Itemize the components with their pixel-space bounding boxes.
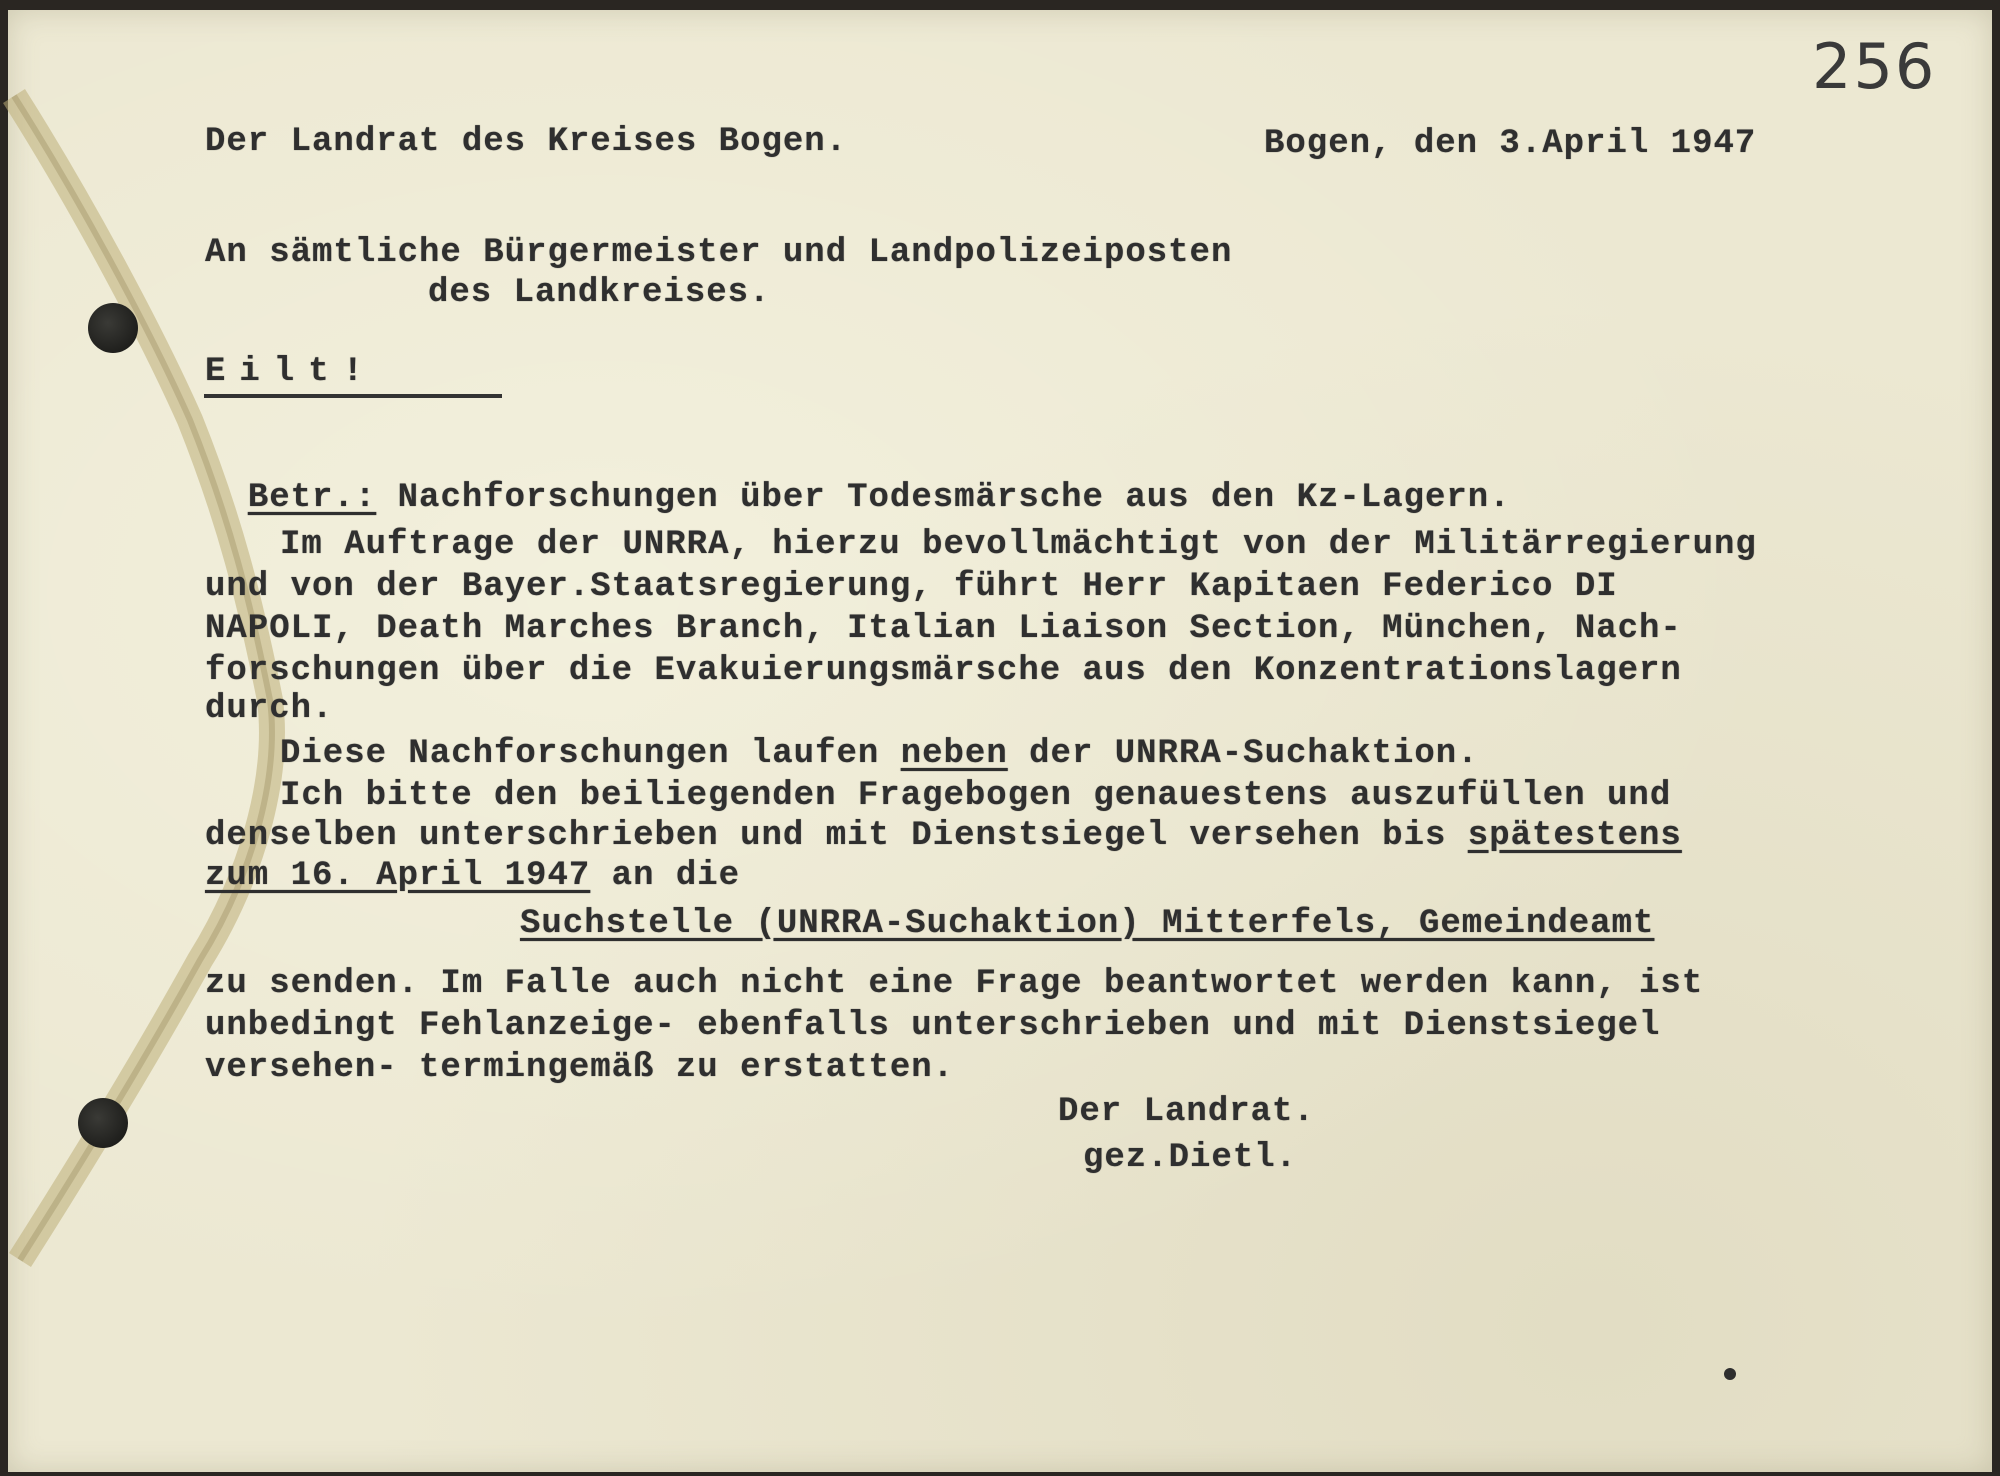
recipients-line-1: An sämtliche Bürgermeister und Landpolizeiposten — [205, 234, 1233, 272]
page-number: 256 — [1812, 30, 1937, 103]
body-p1-line-3: NAPOLI, Death Marches Branch, Italian Liaison Section, München, Nach- — [205, 610, 1682, 648]
body-p4-line-3: versehen- termingemäß zu erstatten. — [205, 1049, 955, 1087]
body-p3-line-2 — [205, 816, 1682, 856]
body-p3-line-3-after: an die — [590, 857, 741, 895]
body-p4-line-1: zu senden. Im Falle auch nicht eine Frage beantwortet werden kann, ist — [205, 965, 1704, 1003]
body-p1-line-4: forschungen über die Evakuierungsmärsche aus den Konzentrationslagern — [205, 652, 1682, 690]
body-p4-line-2: unbedingt Fehlanzeige- ebenfalls unterschrieben und mit Dienstsiegel — [205, 1007, 1661, 1045]
body-p1-line-5: durch. — [205, 690, 334, 728]
body-p3-deadline-date: zum 16. April 1947 — [205, 857, 591, 895]
body-p3-line-3 — [205, 856, 740, 896]
signature-title: Der Landrat. — [1058, 1093, 1315, 1131]
body-p1-line-2: und von der Bayer.Staatsregierung, führt Herr Kapitaen Federico DI — [205, 568, 1618, 606]
body-p1-line-1: Im Auftrage der UNRRA, hierzu bevollmächtigt von der Militärregierung — [280, 526, 1757, 564]
subject-line — [205, 438, 1511, 518]
body-p2-emphasis: neben — [900, 735, 1008, 773]
urgency-underline — [204, 394, 502, 398]
urgency-mark: Eilt! — [205, 353, 378, 391]
subject-label: Betr.: — [247, 479, 377, 517]
body-p2-after: der UNRRA-Suchaktion. — [1007, 735, 1479, 773]
recipients-line-2: des Landkreises. — [428, 274, 771, 312]
body-p3-line-1: Ich bitte den beiliegenden Fragebogen genauestens auszufüllen und — [280, 777, 1672, 815]
body-p3-deadline-word: spätestens — [1467, 817, 1682, 855]
signature-name: gez.Dietl. — [1083, 1139, 1298, 1177]
body-p2 — [280, 734, 1479, 774]
date-line: Bogen, den 3.April 1947 — [1264, 125, 1757, 163]
punch-hole-bottom — [78, 1098, 128, 1148]
body-p3-line-2-before: denselben unterschrieben und mit Dienstsiegel versehen bis — [205, 817, 1468, 855]
sender-line: Der Landrat des Kreises Bogen. — [205, 123, 848, 161]
punch-hole-top — [88, 303, 138, 353]
subject-text: Nachforschungen über Todesmärsche aus den Kz-Lagern. — [397, 479, 1511, 517]
body-p2-before: Diese Nachforschungen laufen — [280, 735, 901, 773]
destination-address: Suchstelle (UNRRA-Suchaktion) Mitterfels, Gemeindeamt — [520, 905, 1655, 943]
ink-speck — [1724, 1368, 1736, 1380]
